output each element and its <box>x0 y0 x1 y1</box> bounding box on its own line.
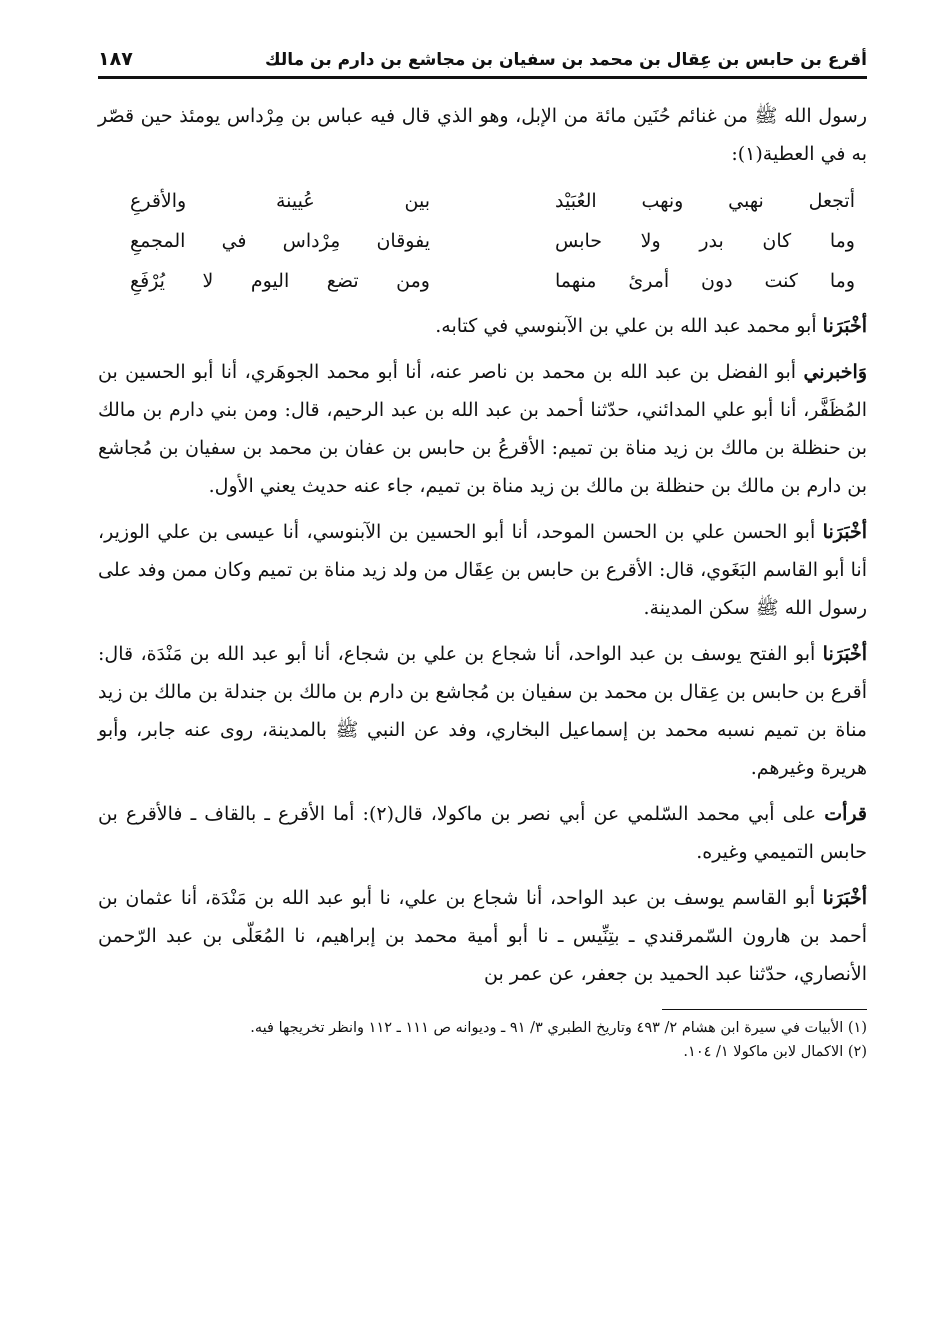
paragraph: أخْبَرَنا أبو القاسم يوسف بن عبد الواحد، أنا شجاع بن علي، نا أبو عبد الله بن مَنْدَة، أنا عثمان بن أحمد بن هارون السّمرقندي ـ بتِنِّيس ـ نا أبو أمية محمد بن إبراهيم، نا المُعَلّى بن عبد الرّحمن الأنصاري، حدّثنا عبد الحميد بن جعفر، عن عمر بن <box>98 887 867 985</box>
paragraph: وَاخبرني أبو الفضل بن عبد الله بن محمد بن ناصر عنه، أنا أبو محمد الجوهَري، أنا أبو الحسين بن المُظَفَّر، أنا أبو علي المدائني، حدّثنا أحمد بن عبد الله بن عبد الرحيم، قال: ومن بني دارم بن مالك بن حنظلة بن مالك بن زيد مناة بن تميم: الأقرعُ بن حابس بن عفان بن محمد بن سفيان بن مُجاشع بن دارم بن مالك بن حنظلة بن مالك بن زيد مناة بن تميم، جاء عنه حديث يعني الأول. <box>98 361 867 497</box>
paragraph-lead: أخْبَرَنا <box>822 315 867 337</box>
footnote-divider <box>662 1009 867 1010</box>
verse-first-hemistich: وما كنت دون أمرئ منهما <box>555 270 855 292</box>
paragraph: أخْبَرَنا أبو الحسن علي بن الحسن الموحد، أنا أبو الحسين بن الآبنوسي، أنا عيسى بن علي الوزير، أنا أبو القاسم البَغَوي، قال: الأقرع بن حابس بن عِقَال من ولد زيد مناة بن تميم وكان ممن وفد على رسول الله ﷺ سكن المدينة. <box>98 521 867 619</box>
paragraph-lead: أخْبَرَنا <box>822 887 867 909</box>
verse-first-hemistich: أتجعل نهبي ونهب العُبَيْد <box>555 190 855 212</box>
footnotes <box>98 1016 867 1064</box>
paragraph: أخْبَرَنا أبو الفتح يوسف بن عبد الواحد، أنا شجاع بن علي بن شجاع، أنا أبو عبد الله بن مَنْدَة، قال: أقرع بن حابس بن عِقال بن محمد بن سفيان بن مُجاشع بن دارم بن مالك بن جندلة بن مالك بن زيد مناة بن تميم نسبه محمد بن إسماعيل البخاري، وفد عن النبي ﷺ بالمدينة، روى عنه جابر، وأبو هريرة وغيرهم. <box>98 643 867 779</box>
verse <box>98 261 867 301</box>
running-header <box>98 48 867 79</box>
verse <box>98 221 867 261</box>
verse-first-hemistich: وما كان بدر ولا حابس <box>555 230 855 252</box>
page-number: ١٨٧ <box>98 48 133 70</box>
paragraph-lead: أخْبَرَنا <box>822 643 867 665</box>
paragraph-lead: وَاخبرني <box>803 361 867 383</box>
paragraph-lead: أخْبَرَنا <box>822 521 867 543</box>
footnote: (١) الأبيات في سيرة ابن هشام ٢/ ٤٩٣ وتاريخ الطبري ٣/ ٩١ ـ وديوانه ص ١١١ ـ ١١٢ وانظر تخريجها فيه. <box>250 1020 867 1036</box>
book-page <box>98 48 867 1310</box>
paragraph: قرأت على أبي محمد السّلمي عن أبي نصر بن ماكولا، قال(٢): أما الأقرع ـ بالقاف ـ فالأقرع بن حابس التميمي وغيره. <box>98 803 867 863</box>
poem <box>98 181 867 301</box>
main-text <box>98 97 867 993</box>
verse-second-hemistich: ومن تضع اليوم لا يُرْفَعِ <box>130 270 430 292</box>
paragraph: رسول الله ﷺ من غنائم حُنَين مائة من الإبل، وهو الذي قال فيه عباس بن مِرْداس يومئذ حين قصّر به في العطية(١): <box>98 105 867 165</box>
verse-second-hemistich: يفوقان مِرْداس في المجمعِ <box>130 230 430 252</box>
paragraph: أخْبَرَنا أبو محمد عبد الله بن علي بن الآبنوسي في كتابه. <box>435 315 867 337</box>
paragraph-lead: قرأت <box>824 803 867 825</box>
header-title: أقرع بن حابس بن عِقال بن محمد بن سفيان بن مجاشع بن دارم بن مالك <box>265 50 867 70</box>
footnote: (٢) الاكمال لابن ماكولا ١/ ١٠٤. <box>683 1044 867 1060</box>
verse-second-hemistich: بين عُيينة والأقرعِ <box>130 190 430 212</box>
verse <box>98 181 867 221</box>
